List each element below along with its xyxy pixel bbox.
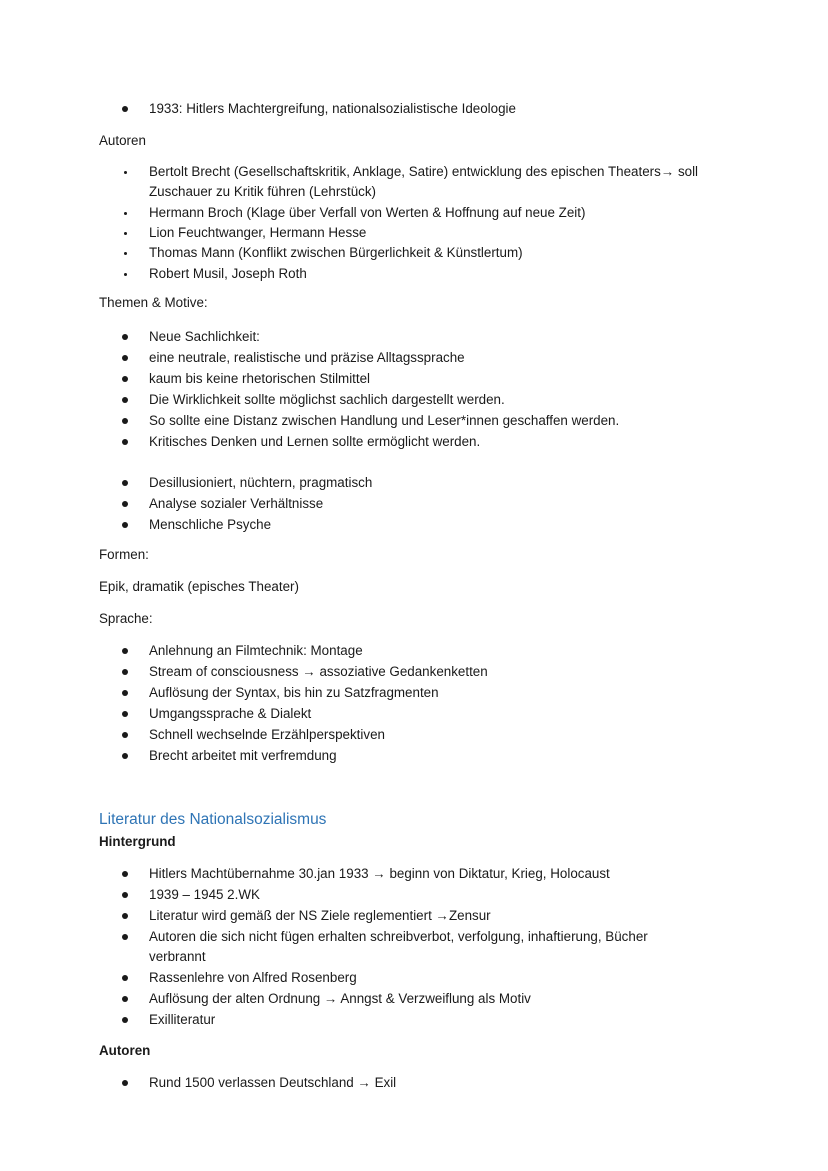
bullet-icon <box>122 106 128 112</box>
list-item: Umgangssprache & Dialekt <box>149 706 312 721</box>
bullet-icon <box>122 753 128 759</box>
list-item: Analyse sozialer Verhältnisse <box>149 496 324 511</box>
list-item: Brecht arbeitet mit verfremdung <box>149 748 337 763</box>
list-item: Thomas Mann (Konflikt zwischen Bürgerlichkeit & Künstlertum) <box>149 245 523 260</box>
list-item: kaum bis keine rhetorischen Stilmittel <box>149 371 371 386</box>
bullet-icon <box>122 913 128 919</box>
list-item: So sollte eine Distanz zwischen Handlung und Leser*innen geschaffen werden. <box>149 413 620 428</box>
autoren2-label: Autoren <box>99 1043 151 1058</box>
bullet-icon <box>122 501 128 507</box>
arrow-icon: → <box>302 664 316 679</box>
bullet-icon <box>122 996 128 1002</box>
formen-text: Epik, dramatik (episches Theater) <box>99 579 299 594</box>
bullet-icon <box>124 171 127 174</box>
autoren-label: Autoren <box>99 133 146 148</box>
list-item: Bertolt Brecht (Gesellschaftskritik, Anklage, Satire) entwicklung des epischen Theaters→ soll <box>149 164 699 179</box>
arrow-icon: → <box>435 908 449 923</box>
bullet-icon <box>122 334 128 340</box>
bullet-icon <box>122 648 128 654</box>
list-item: 1933: Hitlers Machtergreifung, nationalsozialistische Ideologie <box>149 101 516 116</box>
arrow-icon: → <box>323 991 338 1006</box>
bullet-icon <box>122 711 128 717</box>
list-item: Exilliteratur <box>149 1012 216 1027</box>
list-item: Desillusioniert, nüchtern, pragmatisch <box>149 475 373 490</box>
list-item: Autoren die sich nicht fügen erhalten schreibverbot, verfolgung, inhaftierung, Bücher <box>149 929 648 944</box>
list-item: Rund 1500 verlassen Deutschland → Exil <box>149 1075 397 1090</box>
bullet-icon <box>122 480 128 486</box>
list-item: 1939 – 1945 2.WK <box>149 887 260 902</box>
list-item: eine neutrale, realistische und präzise Alltagssprache <box>149 350 465 365</box>
list-item: Rassenlehre von Alfred Rosenberg <box>149 970 357 985</box>
themen-label: Themen & Motive: <box>99 295 208 310</box>
section-title: Literatur des Nationalsozialismus <box>99 811 327 828</box>
bullet-icon <box>124 232 127 235</box>
bullet-icon <box>122 975 128 981</box>
bullet-icon <box>122 1017 128 1023</box>
list-item-continuation: verbrannt <box>149 949 206 964</box>
bullet-icon <box>124 252 127 255</box>
bullet-icon <box>124 212 127 215</box>
list-item: Robert Musil, Joseph Roth <box>149 266 307 281</box>
formen-label: Formen: <box>99 547 149 562</box>
list-item: Hermann Broch (Klage über Verfall von Werten & Hoffnung auf neue Zeit) <box>149 205 586 220</box>
list-item: Schnell wechselnde Erzählperspektiven <box>149 727 385 742</box>
bullet-icon <box>122 892 128 898</box>
list-item: Hitlers Machtübernahme 30.jan 1933 → beginn von Diktatur, Krieg, Holocaust <box>149 866 610 881</box>
bullet-icon <box>122 418 128 424</box>
bullet-icon <box>122 934 128 940</box>
arrow-icon: → <box>660 164 675 179</box>
sprache-label: Sprache: <box>99 611 153 626</box>
bullet-icon <box>122 732 128 738</box>
bullet-icon <box>122 1080 128 1086</box>
bullet-icon <box>122 355 128 361</box>
list-item: Neue Sachlichkeit: <box>149 329 260 344</box>
list-item: Kritisches Denken und Lernen sollte ermöglicht werden. <box>149 434 481 449</box>
list-item: Anlehnung an Filmtechnik: Montage <box>149 643 363 658</box>
hintergrund-label: Hintergrund <box>99 834 176 849</box>
bullet-icon <box>122 439 128 445</box>
list-item: Menschliche Psyche <box>149 517 272 532</box>
bullet-icon <box>122 690 128 696</box>
bullet-icon <box>122 376 128 382</box>
list-item: Stream of consciousness → assoziative Gedankenketten <box>149 664 488 679</box>
list-item: Literatur wird gemäß der NS Ziele reglementiert →Zensur <box>149 908 491 923</box>
list-item-continuation: Zuschauer zu Kritik führen (Lehrstück) <box>149 184 376 199</box>
list-item: Lion Feuchtwanger, Hermann Hesse <box>149 225 367 240</box>
arrow-icon: → <box>372 866 386 881</box>
list-item: Die Wirklichkeit sollte möglichst sachlich dargestellt werden. <box>149 392 505 407</box>
bullet-icon <box>122 522 128 528</box>
list-item: Auflösung der Syntax, bis hin zu Satzfragmenten <box>149 685 439 700</box>
list-item: Auflösung der alten Ordnung → Anngst & Verzweiflung als Motiv <box>149 991 531 1006</box>
arrow-icon: → <box>357 1075 371 1090</box>
bullet-icon <box>122 397 128 403</box>
bullet-icon <box>122 871 128 877</box>
bullet-icon <box>124 273 127 276</box>
bullet-icon <box>122 669 128 675</box>
